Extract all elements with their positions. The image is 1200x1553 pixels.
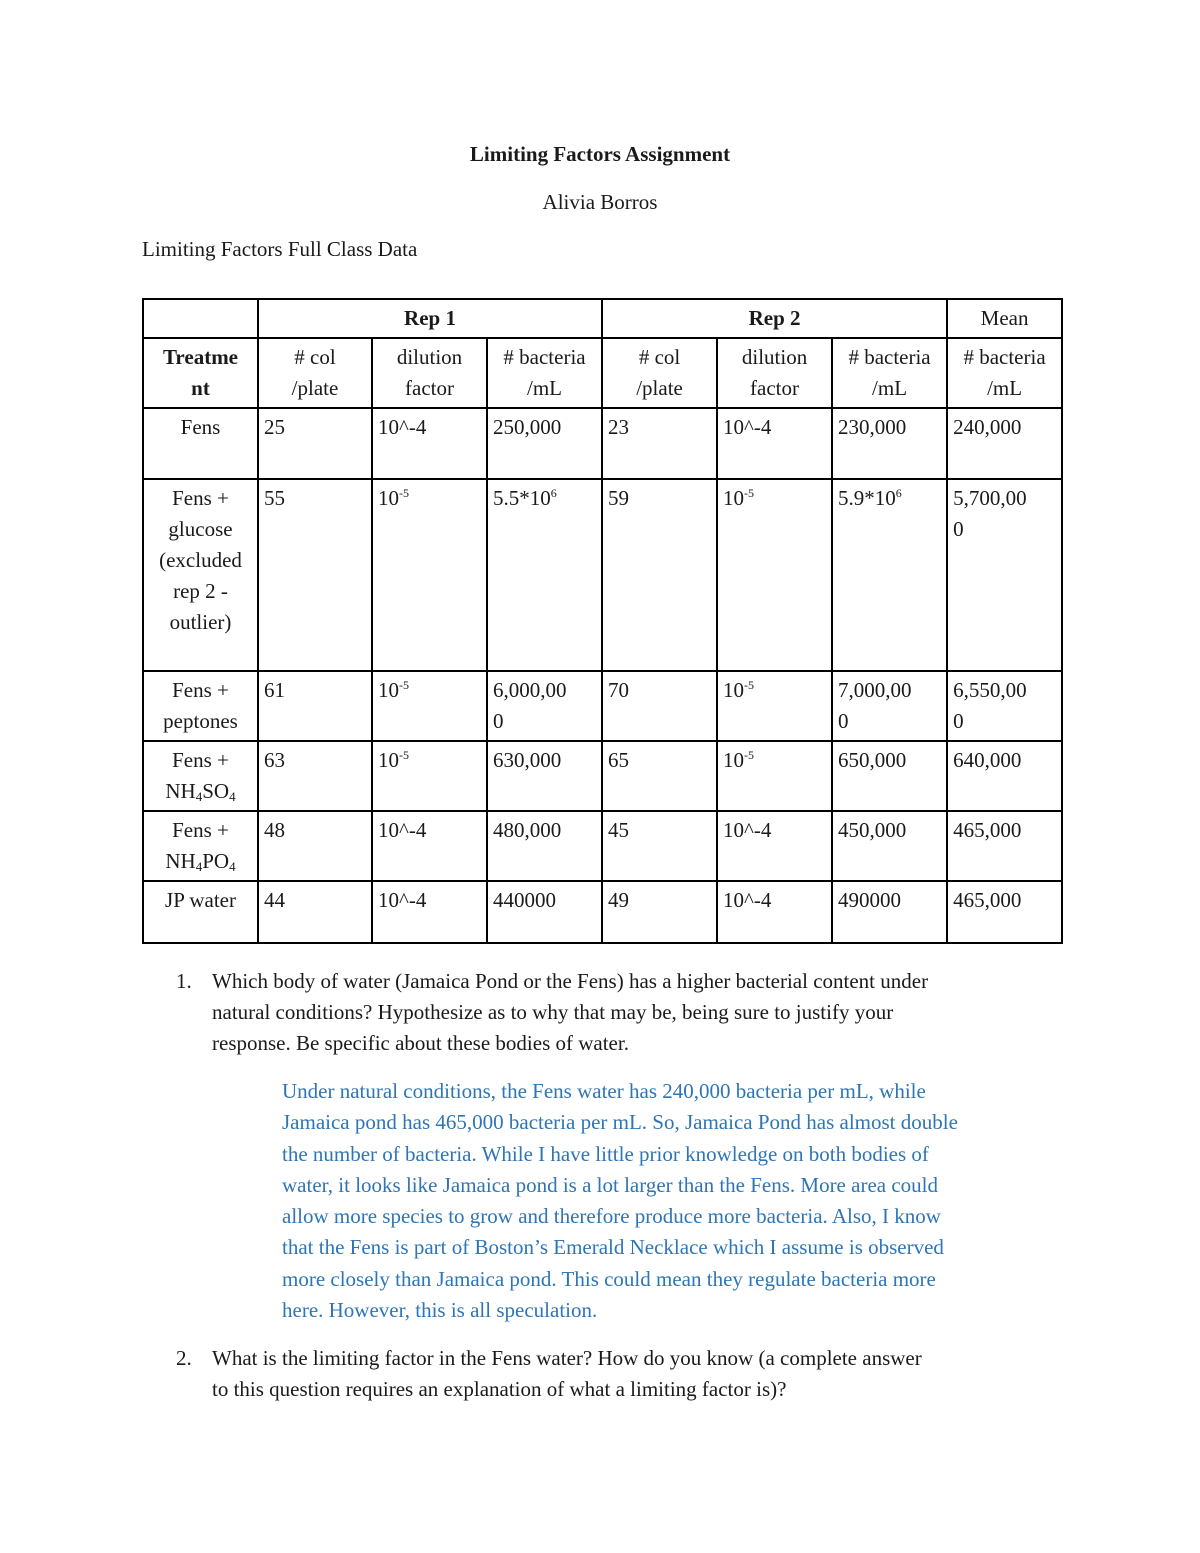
treatment-cell: Fens + glucose (excluded rep 2 - outlier) — [143, 479, 258, 671]
table-cell: 630,000 — [487, 741, 602, 811]
dilution-header: dilution factor — [372, 338, 487, 408]
bacteria-header: # bacteria /mL — [832, 338, 947, 408]
table-cell: 450,000 — [832, 811, 947, 881]
treatment-cell: Fens — [143, 408, 258, 479]
table-cell: $10^{-5}$ — [372, 741, 487, 811]
table-cell: $10^{-5}$ — [717, 741, 832, 811]
dilution-header: dilution factor — [717, 338, 832, 408]
section-subtitle: Limiting Factors Full Class Data — [142, 237, 418, 261]
treatment-cell: Fens + $NH_4PO_4$ — [143, 811, 258, 881]
table-cell: 465,000 — [947, 811, 1062, 881]
table-cell: 440000 — [487, 881, 602, 943]
table-row — [143, 299, 1062, 338]
table-cell: $10^{-5}$ — [717, 479, 832, 671]
table-cell: 61 — [258, 671, 372, 741]
rep2-header: Rep 2 — [602, 299, 947, 338]
table-cell: 10^-4 — [717, 881, 832, 943]
table-cell: 55 — [258, 479, 372, 671]
table-row — [143, 479, 1062, 671]
table-cell: 45 — [602, 811, 717, 881]
table-row — [143, 338, 1062, 408]
table-cell: 10^-4 — [372, 881, 487, 943]
treatment-header: Treatme nt — [143, 338, 258, 408]
class-data-table — [142, 298, 1063, 944]
table-row — [143, 811, 1062, 881]
table-cell: $10^{-5}$ — [372, 479, 487, 671]
question-number: 2. — [176, 1346, 192, 1370]
table-cell: 59 — [602, 479, 717, 671]
table-cell-empty — [143, 299, 258, 338]
document-title: Limiting Factors Assignment — [469, 142, 731, 166]
author-name: Alivia Borros — [542, 190, 658, 214]
table-cell: $10^{-5}$ — [717, 671, 832, 741]
table-cell: 480,000 — [487, 811, 602, 881]
rep1-header: Rep 1 — [258, 299, 602, 338]
question-1 — [176, 966, 1036, 1059]
treatment-cell: Fens + $NH_4SO_4$ — [143, 741, 258, 811]
table-cell: 250,000 — [487, 408, 602, 479]
table-cell: 650,000 — [832, 741, 947, 811]
table-cell: $10^{-5}$ — [372, 671, 487, 741]
table-cell: 7,000,00 0 — [832, 671, 947, 741]
question-text: Which body of water (Jamaica Pond or the Fens) has a higher bacterial content under natural conditions? Hypothesize as to why that may be, being sure to justify your response. Be specific about these bodies of water. — [212, 969, 929, 1055]
table-cell: 25 — [258, 408, 372, 479]
answer-1: Under natural conditions, the Fens water has 240,000 bacteria per mL, while Jamaica pond has 465,000 bacteria per mL. So, Jamaica Pond has almost double the number of bacteria. While I have little prior knowledge on both bodies of water, it looks like Jamaica pond is a lot larger than the Fens. More area could allow more species to grow and therefore produce more bacteria. Also, I know that the Fens is part of Boston’s Emerald Necklace which I assume is observed more closely than Jamaica pond. This could mean they regulate bacteria more here. However, this is all speculation. — [282, 1079, 958, 1323]
table-cell: 63 — [258, 741, 372, 811]
table-cell: 465,000 — [947, 881, 1062, 943]
bacteria-header: # bacteria /mL — [487, 338, 602, 408]
col-plate-header: # col /plate — [602, 338, 717, 408]
treatment-cell: Fens + peptones — [143, 671, 258, 741]
table-cell: $5.5*10^6$ — [487, 479, 602, 671]
table-cell: 230,000 — [832, 408, 947, 479]
table-cell: 23 — [602, 408, 717, 479]
table-cell: 10^-4 — [717, 408, 832, 479]
table-row — [143, 741, 1062, 811]
question-text: What is the limiting factor in the Fens water? How do you know (a complete answer to this question requires an explanation of what a limiting factor is)? — [212, 1346, 922, 1401]
table-cell: 48 — [258, 811, 372, 881]
question-2 — [176, 1343, 1036, 1405]
table-cell: 640,000 — [947, 741, 1062, 811]
table-cell: 10^-4 — [372, 811, 487, 881]
table-cell: 10^-4 — [717, 811, 832, 881]
table-row — [143, 671, 1062, 741]
table-cell: 6,000,00 0 — [487, 671, 602, 741]
table-cell: 70 — [602, 671, 717, 741]
treatment-cell: JP water — [143, 881, 258, 943]
table-cell: 44 — [258, 881, 372, 943]
table-cell: 6,550,00 0 — [947, 671, 1062, 741]
table-row — [143, 881, 1062, 943]
question-number: 1. — [176, 969, 192, 993]
col-plate-header: # col /plate — [258, 338, 372, 408]
table-cell: 5,700,00 0 — [947, 479, 1062, 671]
mean-header: Mean — [947, 299, 1062, 338]
table-cell: 240,000 — [947, 408, 1062, 479]
table-cell: $5.9*10^6$ — [832, 479, 947, 671]
table-cell: 490000 — [832, 881, 947, 943]
mean-bacteria-header: # bacteria /mL — [947, 338, 1062, 408]
table-cell: 10^-4 — [372, 408, 487, 479]
table-cell: 65 — [602, 741, 717, 811]
table-row — [143, 408, 1062, 479]
table-cell: 49 — [602, 881, 717, 943]
